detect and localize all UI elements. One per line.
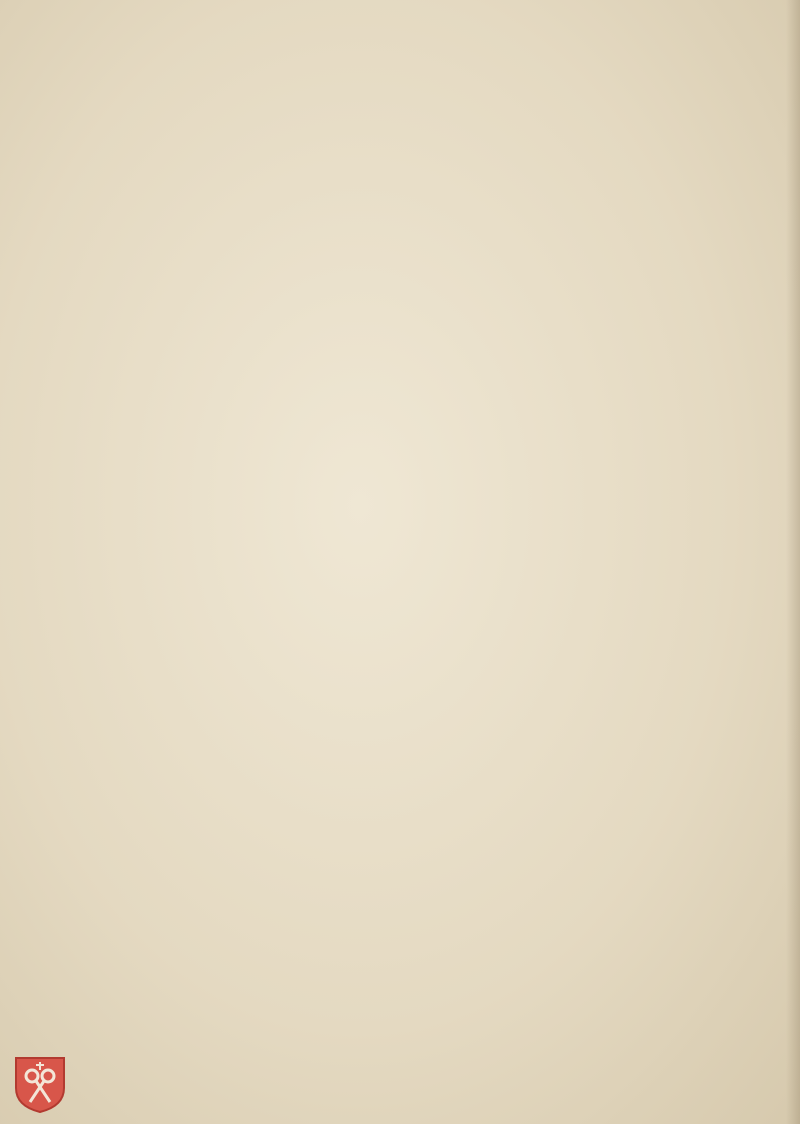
page-fold-shadow [786, 0, 800, 1124]
papal-keys-logo-icon [12, 1054, 68, 1114]
page-header [0, 48, 800, 72]
